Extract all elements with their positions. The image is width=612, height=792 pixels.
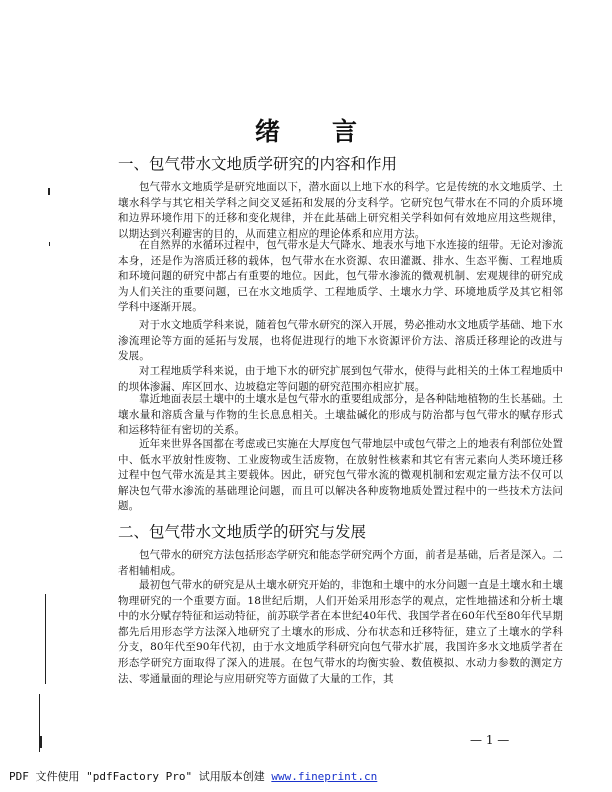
paragraph: 最初包气带水的研究是从土壤水研究开始的，非饱和土壤中的水分问题一直是土壤水和土壤物理研究的一个重要方面。18世纪后期，人们开始采用形态学的观点，定性地描述和分析土壤中的水分赋存特征和运动特征，前苏联学者在本世纪40年代、我国学者在60年代至80年代早期都先后用形态学方法深入地研究了土壤水的形成、分布状态和迁移特征，建立了土壤水的学科分支，80年代至90年代初，由于水文地质学科研究向包气带水扩展，我国许多水文地质学者在形态学研究方面取得了深入的进展。在包气带水的均衡实验、数值模拟、水动力参数的测定方法、零通量面的理论与应用研究等方面做了大量的工作，其: [118, 579, 563, 685]
footer-link[interactable]: www.fineprint.cn: [271, 770, 378, 783]
scan-mark: [48, 188, 50, 195]
paragraph: 包气带水文地质学是研究地面以下，潜水面以上地下水的科学。它是传统的水文地质学、土壤水科学与其它相关学科之间交叉延拓和发展的分支科学。它研究包气带水在不同的介质环境和边界环境作用下的迁移和变化规律，并在此基础上研究相关学科如何有效地应用这些规律，以期达到兴利避害的目的，从而建立相应的理论体系和应用方法。: [118, 181, 563, 240]
paragraph: 对于水文地质学科来说，随着包气带水研究的深入开展，势必推动水文地质学基础、地下水渗流理论等方面的延拓与发展，也将促进现行的地下水资源评价方法、溶质迁移理论的改进与发展。: [118, 319, 563, 363]
pdf-footer: [0, 766, 612, 788]
page-title: 绪言: [254, 117, 409, 146]
scan-mark: [39, 736, 42, 748]
paragraph: 近年来世界各国都在考虑或已实施在大厚度包气带地层中或包气带之上的地表有利部位处置中、低水平放射性废物、工业废物或生活废物，在放射性核素和其它有害元素向人类环境迁移过程中包气带水流是其主要载体。因此，研究包气带水流的微观机制和宏观定量方法不仅可以解决包气带水渗流的基础理论问题，而且可以解决各种废物地质处置过程中的一些技术方法问题。: [118, 438, 563, 513]
paragraph: 包气带水的研究方法包括形态学研究和能态学研究两个方面，前者是基础，后者是深入。二者相辅相成。: [118, 549, 563, 577]
page-number: — 1 —: [470, 733, 510, 747]
paragraph: 对工程地质学科来说，由于地下水的研究扩展到包气带水，使得与此相关的土体工程地质中的坝体渗漏、库区回水、边坡稳定等问题的研究范围亦相应扩展。: [118, 365, 563, 393]
scan-mark: [49, 242, 50, 246]
section-heading-1: 一、包气带水文地质学研究的内容和作用: [118, 155, 398, 173]
section-heading-2: 二、包气带水文地质学的研究与发展: [118, 523, 367, 541]
scan-mark: [45, 594, 46, 684]
paragraph: 在自然界的水循环过程中，包气带水是大气降水、地表水与地下水连接的纽带。无论对渗流本身，还是作为溶质迁移的载体，包气带水在水资源、农田灌溉、排水、生态平衡、工程地质和环境问题的研究中都占有重要的地位。因此，包气带水渗流的微观机制、宏观规律的研究成为人们关注的重要问题，已在水文地质学、工程地质学、土壤水力学、环境地质学及其它相邻学科中逐渐开展。: [118, 239, 563, 314]
paragraph: 靠近地面表层土壤中的土壤水是包气带水的重要组成部分，是各种陆地植物的生长基础。土壤水量和溶质含量与作物的生长息息相关。土壤盐碱化的形成与防治都与包气带水的赋存形式和运移特征有密切的关系。: [118, 393, 563, 437]
footer-text: PDF 文件使用 "pdfFactory Pro" 试用版本创建: [9, 770, 272, 783]
